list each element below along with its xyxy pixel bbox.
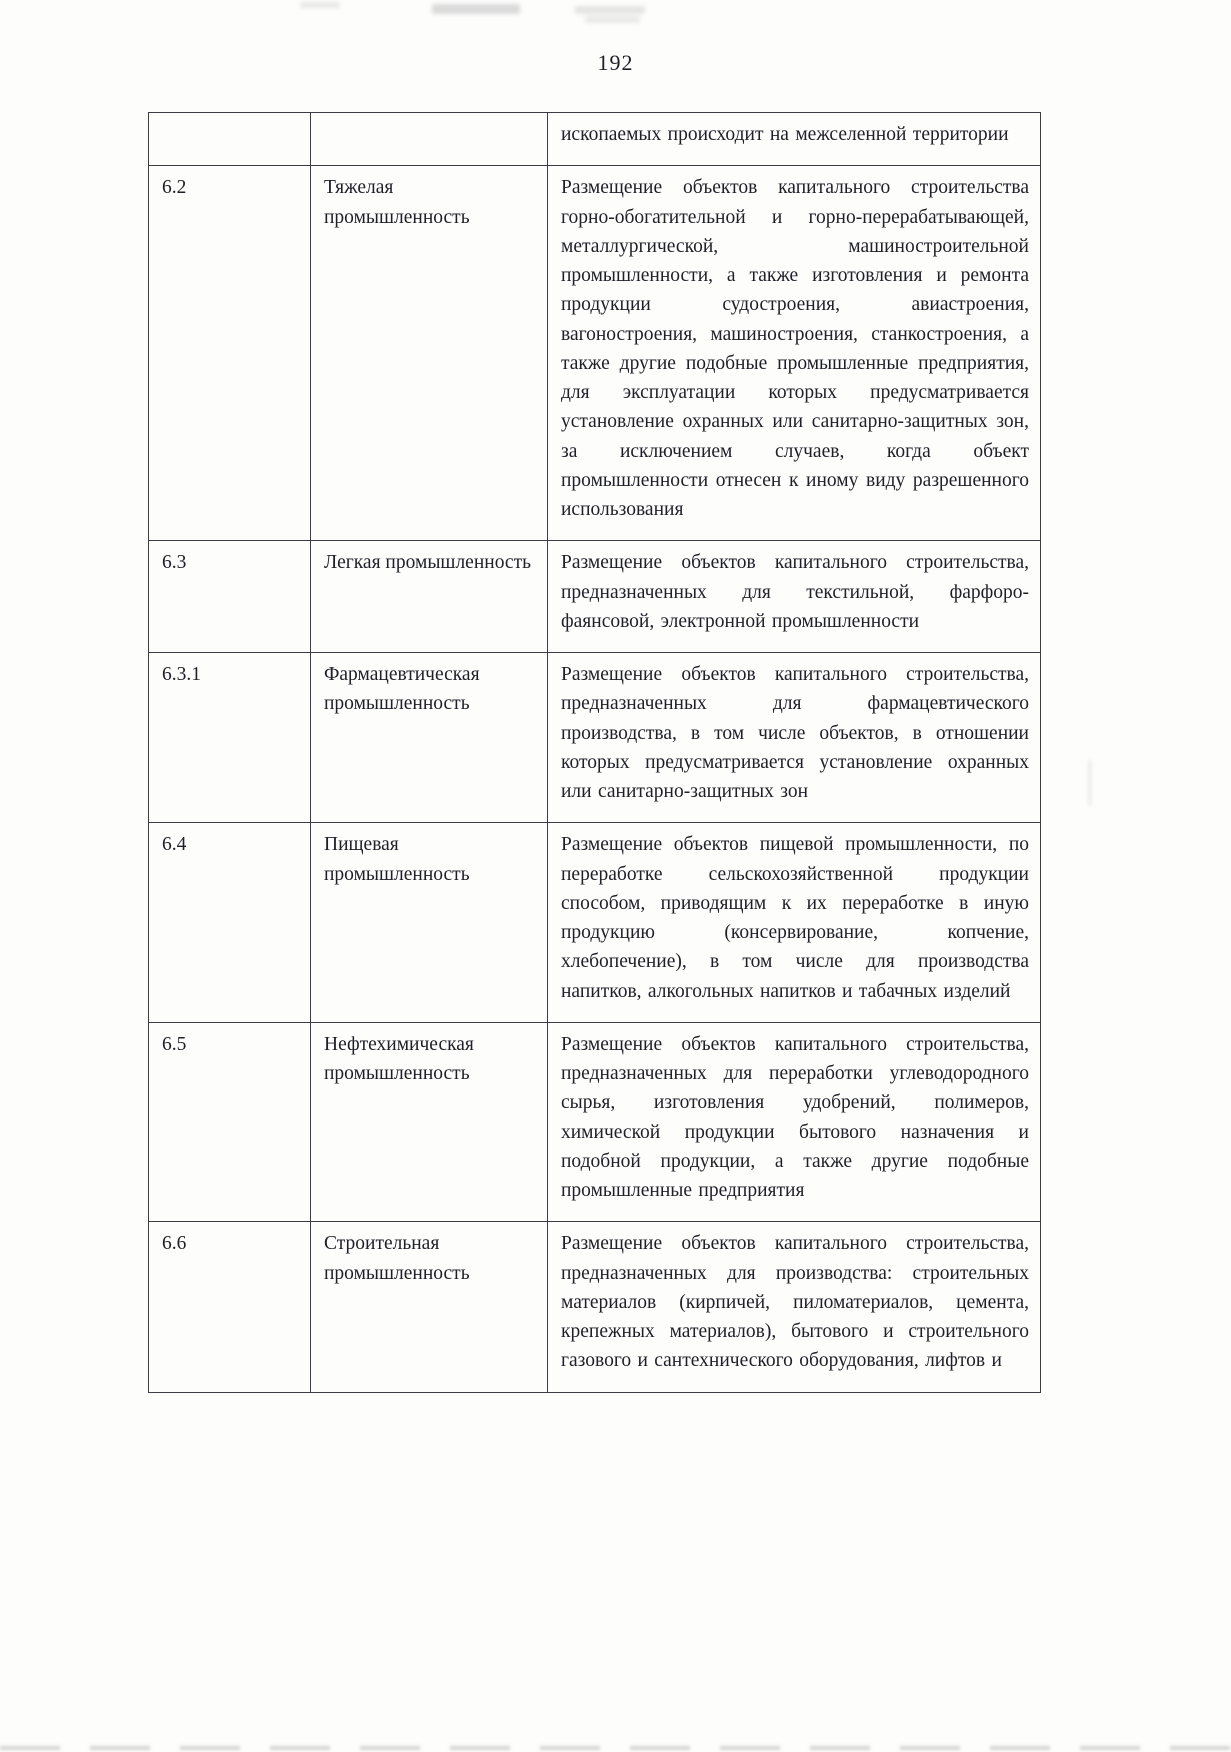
- table-row: [149, 823, 1041, 1023]
- table-cell-name: Нефтехимическая промышленность: [311, 1022, 548, 1222]
- scan-artifact: [432, 4, 520, 14]
- scan-artifact: [575, 6, 645, 14]
- table-cell-description: Размещение объектов капитального строительства, предназначенных для переработки углеводородного сырья, изготовления удобрений, полимеров, химической продукции бытового назначения и подобной продукции, а также другие подобные промышленные предприятия: [548, 1022, 1041, 1222]
- table-cell-name: [311, 113, 548, 166]
- table-cell-code: 6.6: [149, 1222, 311, 1392]
- table-cell-code: 6.4: [149, 823, 311, 1023]
- table-cell-name: Строительная промышленность: [311, 1222, 548, 1392]
- table-cell-description: Размещение объектов пищевой промышленности, по переработке сельскохозяйственной продукции способом, приводящим к их переработке в иную продукцию (консервирование, копчение, хлебопечение), в том числе для производства напитков, алкогольных напитков и табачных изделий: [548, 823, 1041, 1023]
- table-row: [149, 1222, 1041, 1392]
- table-cell-name: Тяжелая промышленность: [311, 166, 548, 541]
- table-cell-description: Размещение объектов капитального строительства, предназначенных для производства: строительных материалов (кирпичей, пиломатериалов, цемента, крепежных материалов), бытового и строительного газового и сантехнического оборудования, лифтов и: [548, 1222, 1041, 1392]
- table-cell-code: 6.3.1: [149, 653, 311, 823]
- table-cell-code: 6.3: [149, 541, 311, 653]
- land-use-classification-table: [148, 112, 1041, 1393]
- table-cell-name: Легкая промышленность: [311, 541, 548, 653]
- table-row: [149, 1022, 1041, 1222]
- table-row: [149, 541, 1041, 653]
- table-cell-description: Размещение объектов капитального строительства горно-обогатительной и горно-перерабатывающей, металлургической, машиностроительной промышленности, а также изготовления и ремонта продукции судостроения, авиастроения, вагоностроения, машиностроения, станкостроения, а также другие подобные промышленные предприятия, для эксплуатации которых предусматривается установление охранных или санитарно-защитных зон, за исключением случаев, когда объект промышленности отнесен к иному виду разрешенного использования: [548, 166, 1041, 541]
- table-cell-description: ископаемых происходит на межселенной территории: [548, 113, 1041, 166]
- page-number: 192: [597, 50, 634, 75]
- scan-artifact: [1089, 760, 1091, 806]
- scan-artifact: [0, 1746, 1231, 1750]
- table-cell-name: Пищевая промышленность: [311, 823, 548, 1023]
- table-cell-code: 6.5: [149, 1022, 311, 1222]
- table-cell-description: Размещение объектов капитального строительства, предназначенных для фармацевтического производства, в том числе объектов, в отношении которых предусматривается установление охранных или санитарно-защитных зон: [548, 653, 1041, 823]
- table-row: [149, 653, 1041, 823]
- scan-artifact: [300, 2, 340, 8]
- table-cell-code: [149, 113, 311, 166]
- scan-artifact: [585, 16, 640, 23]
- table-cell-code: 6.2: [149, 166, 311, 541]
- table-cell-description: Размещение объектов капитального строительства, предназначенных для текстильной, фарфоро-фаянсовой, электронной промышленности: [548, 541, 1041, 653]
- table-row: [149, 166, 1041, 541]
- table-cell-name: Фармацевтическая промышленность: [311, 653, 548, 823]
- table-row: [149, 113, 1041, 166]
